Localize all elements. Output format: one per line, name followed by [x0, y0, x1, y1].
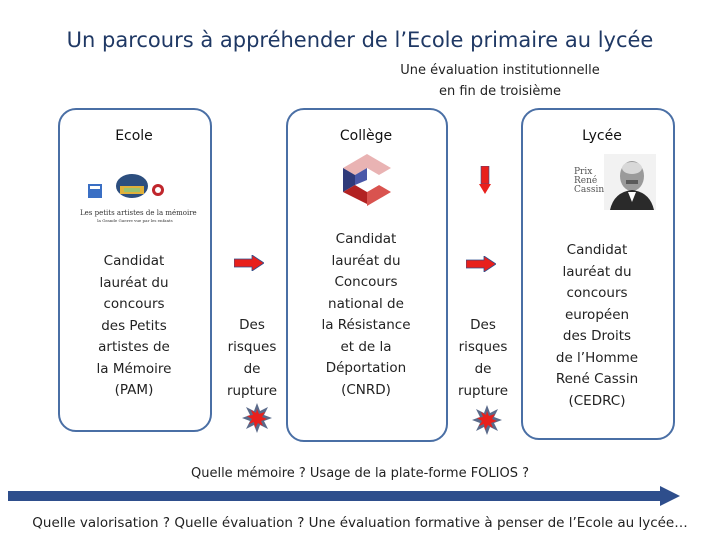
- ecole-text-line: Candidat: [103, 253, 165, 269]
- subtitle: [330, 60, 670, 102]
- down-arrow-icon: [479, 166, 491, 198]
- right-arrow-icon: [466, 256, 496, 276]
- pam-logo-caption-line-2: la Grande Guerre vue par les enfants: [97, 218, 173, 223]
- ecole-text-line: concours: [103, 296, 165, 312]
- rupture-burst-icon: [471, 404, 503, 440]
- ecole-text-line: la Mémoire: [96, 360, 172, 377]
- college-text-line: la Résistance: [321, 317, 411, 333]
- ecole-text-line: des Petits: [101, 317, 167, 334]
- heading-lycee: Lycée: [582, 128, 622, 144]
- lycee-text-line: René Cassin: [555, 371, 639, 387]
- risk-text-line: risques: [227, 339, 277, 355]
- cnrd-logo: [339, 150, 395, 210]
- right-arrow-icon: [234, 255, 264, 275]
- college-text-line: Concours: [334, 274, 398, 290]
- college-text-line: national de: [328, 295, 404, 312]
- subtitle-line-2: en fin de troisième: [438, 84, 562, 99]
- lycee-text-line: Candidat: [566, 242, 628, 258]
- rupture-burst-icon: [241, 402, 273, 438]
- risk-text-2: [443, 314, 523, 402]
- lycee-text-line: des Droits: [562, 328, 632, 344]
- rene-cassin-caption-line: René: [574, 176, 598, 186]
- subtitle-line-1: Une évaluation institutionnelle: [400, 63, 600, 78]
- ecole-text-line: artistes de: [98, 339, 170, 355]
- college-text-line: Déportation: [325, 360, 407, 376]
- rene-cassin-caption-line: Cassin: [574, 185, 605, 195]
- portrait-image: [604, 154, 656, 210]
- ecole-text-line: (PAM): [114, 382, 154, 398]
- lycee-text-line: européen: [564, 306, 630, 323]
- heading-college: Collège: [339, 128, 393, 144]
- ecole-text: [60, 251, 208, 402]
- college-text: [288, 229, 444, 401]
- timeline-arrow: [8, 486, 680, 510]
- lycee-text-line: de l’Homme: [555, 349, 639, 366]
- risk-text-line: rupture: [226, 383, 278, 399]
- risk-text-line: risques: [458, 339, 508, 355]
- rene-cassin-caption: [574, 168, 604, 195]
- heading-ecole: Ecole: [115, 128, 153, 144]
- risk-text-line: Des: [470, 317, 496, 333]
- pam-logo-caption: [80, 209, 197, 224]
- lycee-text-line: concours: [566, 285, 628, 301]
- risk-text-line: Des: [239, 317, 265, 333]
- risk-text-line: de: [243, 361, 261, 377]
- lycee-text: [523, 240, 671, 412]
- college-text-line: Candidat: [335, 231, 397, 247]
- page-title: Un parcours à appréhender de l’Ecole primaire au lycée: [66, 28, 654, 52]
- footer-question-memory: Quelle mémoire ? Usage de la plate-forme FOLIOS ?: [190, 466, 530, 481]
- college-text-line: (CNRD): [341, 381, 391, 398]
- ecole-text-line: lauréat du: [99, 274, 169, 291]
- college-text-line: et de la: [340, 338, 392, 355]
- lycee-text-line: lauréat du: [562, 263, 632, 280]
- rene-cassin-logo: [574, 154, 658, 210]
- lycee-text-line: (CEDRC): [568, 392, 626, 409]
- risk-text-1: [212, 314, 292, 402]
- risk-text-line: rupture: [457, 383, 509, 399]
- risk-text-line: de: [474, 361, 492, 377]
- pam-logo-caption-line-1: Les petits artistes de la mémoire: [80, 209, 197, 217]
- rene-cassin-caption-line: Prix: [574, 167, 593, 177]
- footer-question-evaluation: Quelle valorisation ? Quelle évaluation ? Une évaluation formative à penser de l’Ecole au lycée…: [32, 515, 688, 531]
- college-text-line: lauréat du: [331, 252, 401, 269]
